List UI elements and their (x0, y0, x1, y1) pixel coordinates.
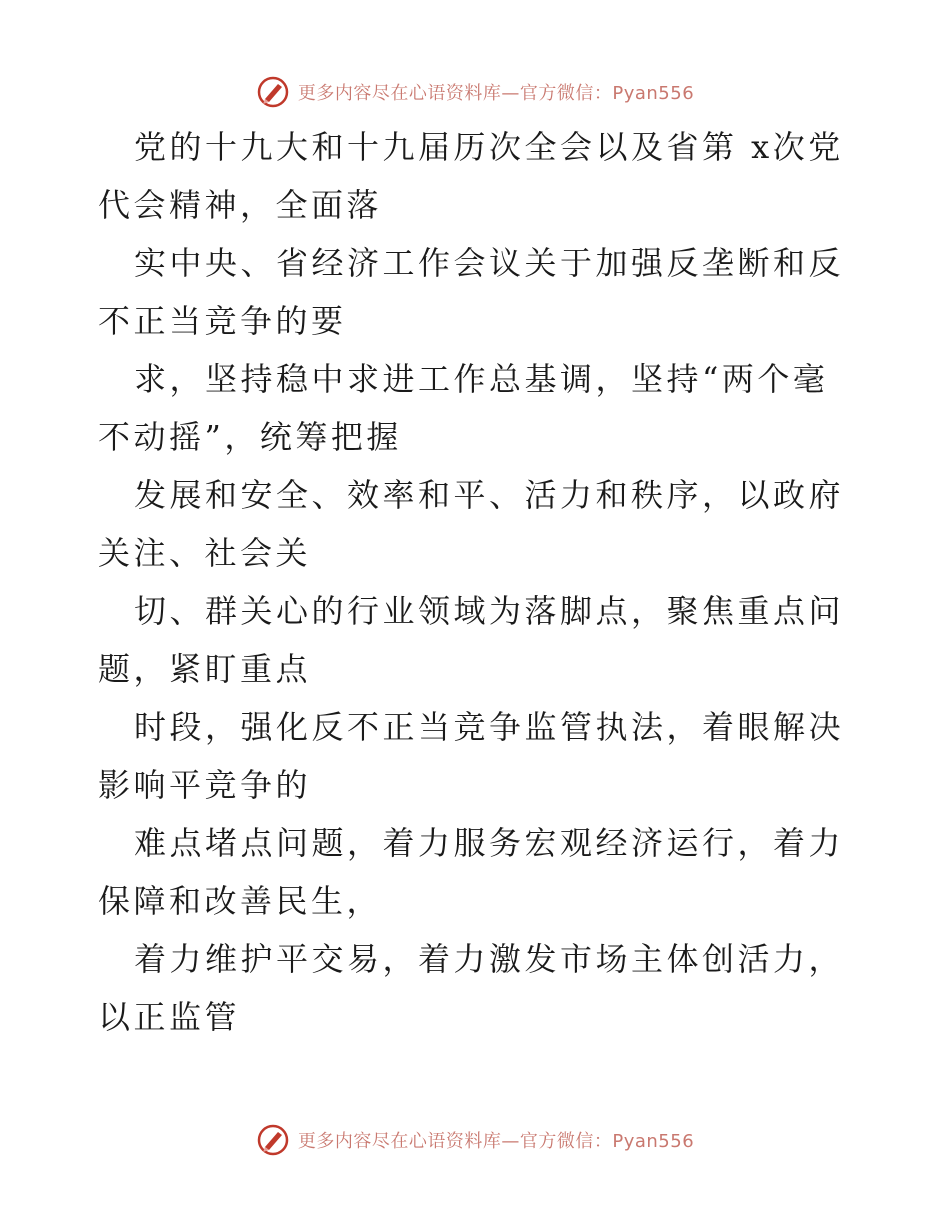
paragraph: 发展和安全、效率和平、活力和秩序，以政府关注、社会关 (98, 476, 845, 572)
paragraph: 实中央、省经济工作会议关于加强反垄断和反不正当竞争的要 (98, 244, 845, 340)
watermark-text: 更多内容尽在心语资料库—官方微信：Pyan556 (297, 83, 695, 104)
paragraph: 难点堵点问题，着力服务宏观经济运行，着力保障和改善民生， (98, 824, 845, 920)
header-watermark (0, 72, 950, 112)
document-body (98, 118, 858, 1046)
paragraph: 着力维护平交易，着力激发市场主体创活力，以正监管 (98, 940, 845, 1036)
watermark-text: 更多内容尽在心语资料库—官方微信：Pyan556 (297, 1131, 695, 1152)
paragraph: 党的十九大和十九届历次全会以及省第 x次党代会精神，全面落 (98, 128, 844, 224)
paragraph: 求，坚持稳中求进工作总基调，坚持“两个毫不动摇”，统筹把握 (98, 360, 829, 456)
paragraph: 切、群关心的行业领域为落脚点，聚焦重点问题，紧盯重点 (98, 592, 845, 688)
pen-seal-icon (256, 75, 290, 109)
footer-watermark (0, 1120, 950, 1160)
paragraph: 时段，强化反不正当竞争监管执法，着眼解决影响平竞争的 (98, 708, 845, 804)
pen-seal-icon (256, 1123, 290, 1157)
